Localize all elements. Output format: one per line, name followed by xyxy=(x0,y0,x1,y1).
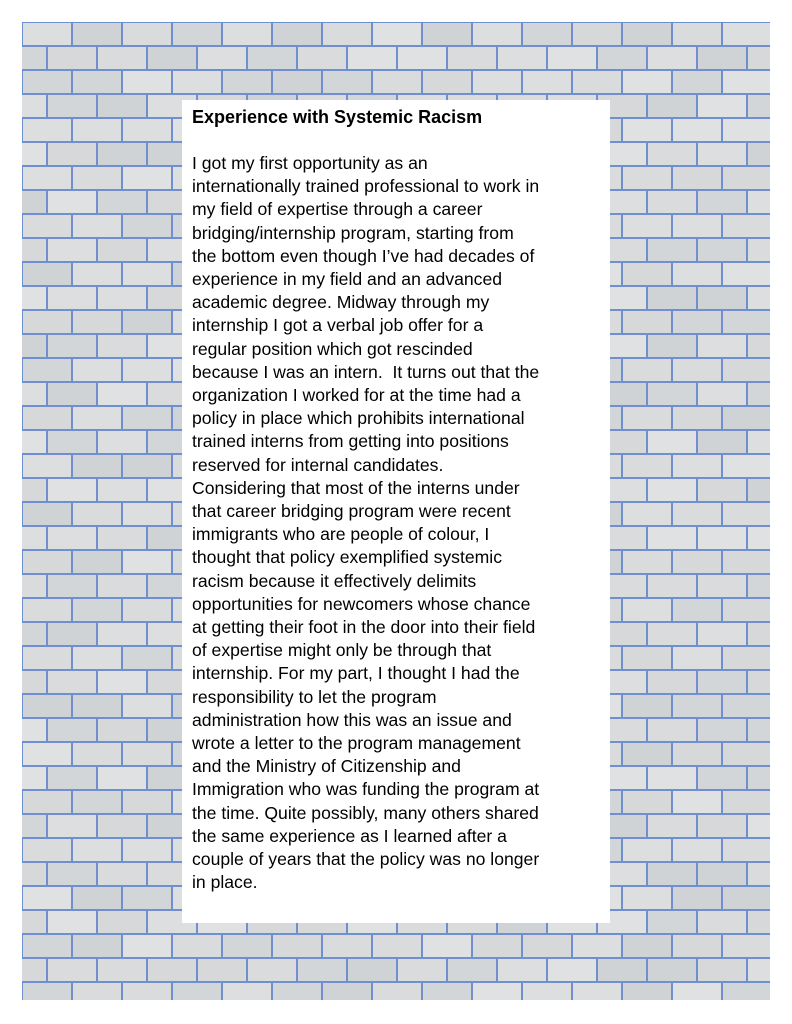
text-panel xyxy=(182,100,610,923)
document-body: I got my first opportunity as an internationally trained professional to work in my field of expertise through a career bridging/internship program, starting from the bottom even though I’ve had decades of experience in my field and an advanced academic degree. Midway through my internship I got a verbal job offer for a regular position which got rescinded because I was an intern. It turns out that the organization I worked for at the time had a policy in place which prohibits international trained interns from getting into positions reserved for internal candidates. Considering that most of the interns under that career bridging program were recent immigrants who are people of colour, I thought that policy exemplified systemic racism because it effectively delimits opportunities for newcomers whose chance at getting their foot in the door into their field of expertise might only be through that internship. For my part, I thought I had the responsibility to let the program administration how this was an issue and wrote a letter to the program management and the Ministry of Citizenship and Immigration who was funding the program at the time. Quite possibly, many others shared the same experience as I learned after a couple of years that the policy was no longer in place. xyxy=(192,153,540,893)
document-title: Experience with Systemic Racism xyxy=(192,107,483,127)
